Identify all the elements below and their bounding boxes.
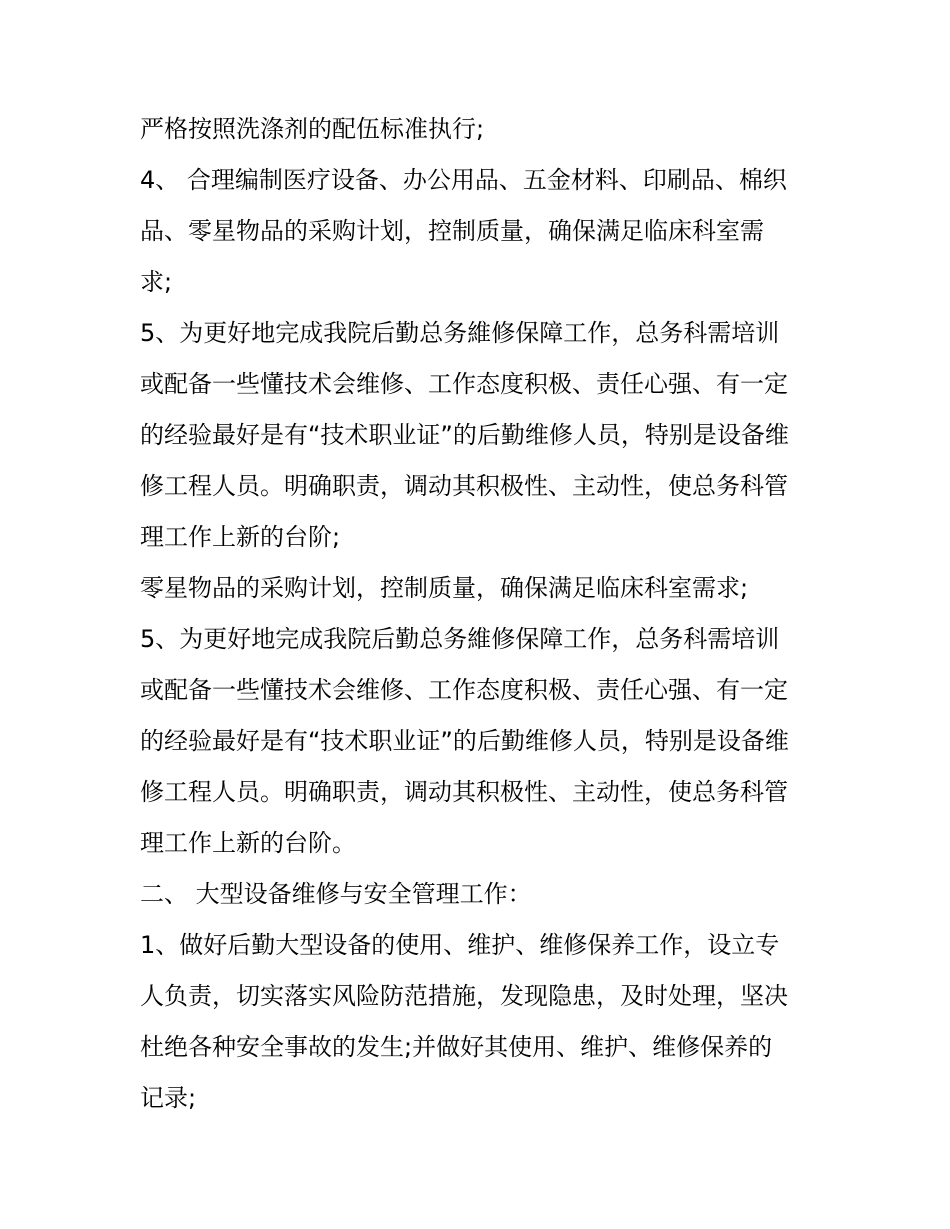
text-line: 理工作上新的台阶; xyxy=(140,523,341,551)
document-body xyxy=(140,104,820,1124)
text-line: 1、做好后勤大型设备的使用、维护、维修保养工作，设立专 xyxy=(140,931,780,959)
text-line: 的经验最好是有“技术职业证”的后勤维修人员，特别是设备维 xyxy=(140,421,789,449)
text-line: 人负责，切实落实风险防范措施，发现隐患，及时处理，坚决 xyxy=(140,982,788,1010)
text-line: 的经验最好是有“技术职业证”的后勤维修人员，特别是设备维 xyxy=(140,727,789,755)
text-line: 严格按照洗涤剂的配伍标准执行; xyxy=(140,115,485,143)
text-line: 记录; xyxy=(140,1084,197,1112)
text-line: 5、为更好地完成我院后勤总务維修保障工作，总务科需培训 xyxy=(140,319,780,347)
section-heading: 二、 大型设备维修与安全管理工作： xyxy=(140,880,532,908)
text-line: 4、 合理编制医疗设备、办公用品、五金材料、印刷品、棉织 xyxy=(140,166,787,194)
text-line: 零星物品的采购计划，控制质量，确保满足临床科室需求; xyxy=(140,574,749,602)
text-line: 5、为更好地完成我院后勤总务維修保障工作，总务科需培训 xyxy=(140,625,780,653)
text-line: 修工程人员。明确职责，调动其积极性、主动性，使总务科管 xyxy=(140,472,788,500)
text-line: 求; xyxy=(140,268,173,296)
text-line: 或配备一些懂技术会维修、工作态度积极、责任心强、有一定 xyxy=(140,676,788,704)
text-line: 品、零星物品的采购计划，控制质量，确保满足临床科室需 xyxy=(140,217,764,245)
text-line: 或配备一些懂技术会维修、工作态度积极、责任心强、有一定 xyxy=(140,370,788,398)
text-line: 理工作上新的台阶。 xyxy=(140,829,356,857)
text-line: 修工程人员。明确职责，调动其积极性、主动性，使总务科管 xyxy=(140,778,788,806)
text-line: 杜绝各种安全事故的发生;并做好其使用、维护、维修保养的 xyxy=(140,1033,773,1061)
